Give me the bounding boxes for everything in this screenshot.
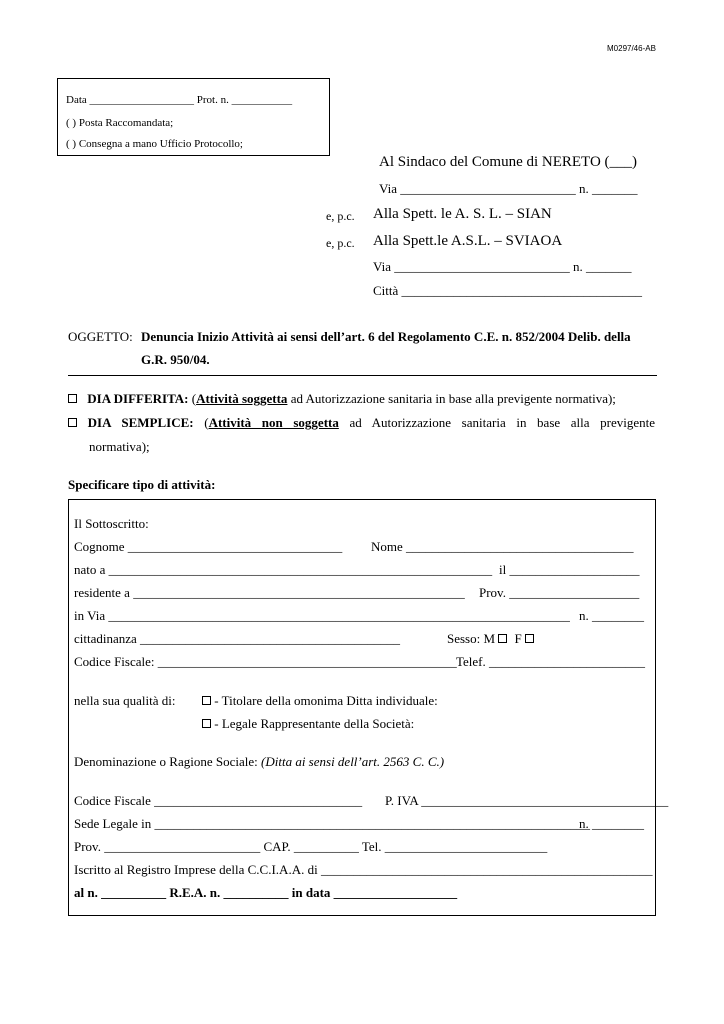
company-name-field[interactable]: Denominazione o Ragione Sociale: (Ditta ai sensi dell’art. 2563 C. C.) xyxy=(74,754,445,769)
sex-f-checkbox[interactable] xyxy=(525,634,534,643)
undersigned-heading: Il Sottoscritto: xyxy=(74,516,149,531)
hand-delivery-option[interactable]: ( ) Consegna a mano Ufficio Protocollo; xyxy=(66,138,243,150)
subject-text-cont: G.R. 950/04. xyxy=(141,352,210,367)
dia-differita-checkbox[interactable] xyxy=(68,394,77,403)
phone-field[interactable]: Telef. ________________________ xyxy=(456,654,646,669)
birthplace-field[interactable]: nato a ___________________________________________________________ xyxy=(74,562,493,577)
subject-text: Denuncia Inizio Attività ai sensi dell’art. 6 del Regolamento C.E. n. 852/2004 Delib. della xyxy=(141,329,631,344)
quality-option-representative[interactable]: - Legale Rappresentante della Società: xyxy=(202,716,414,732)
mayor-address-line[interactable]: Via ___________________________ n. _______ xyxy=(379,181,638,196)
tax-code-field[interactable]: Codice Fiscale: ______________________________________________ xyxy=(74,654,457,669)
company-tax-code-field[interactable]: Codice Fiscale ________________________________ xyxy=(74,793,363,808)
vat-field[interactable]: P. IVA ______________________________________ xyxy=(385,793,669,808)
legal-seat-number-field[interactable]: n. ________ xyxy=(579,816,644,831)
asl-city-line[interactable]: Città _____________________________________ xyxy=(373,283,643,298)
asl-sian-addressee: Alla Spett. le A. S. L. – SIAN xyxy=(373,206,552,222)
activity-type-prompt: Specificare tipo di attività: xyxy=(68,477,216,492)
birthdate-field[interactable]: il ____________________ xyxy=(499,562,640,577)
sex-f-label: F xyxy=(514,631,522,646)
epc-label: e, p.c. xyxy=(326,236,355,250)
divider xyxy=(68,375,657,376)
quality-label: nella sua qualità di: xyxy=(74,693,176,708)
asl-address-line[interactable]: Via ___________________________ n. _______ xyxy=(373,259,632,274)
protocol-box xyxy=(57,78,330,156)
registered-mail-option[interactable]: ( ) Posta Raccomandata; xyxy=(66,117,174,129)
surname-field[interactable]: Cognome _________________________________ xyxy=(74,539,343,554)
street-number-field[interactable]: n. ________ xyxy=(579,608,644,623)
name-field[interactable]: Nome ___________________________________ xyxy=(371,539,634,554)
sex-m-checkbox[interactable] xyxy=(498,634,507,643)
asl-sviaoa-addressee: Alla Spett.le A.S.L. – SVIAOA xyxy=(373,233,563,249)
owner-checkbox[interactable] xyxy=(202,696,211,705)
residence-field[interactable]: residente a ___________________________________________________ xyxy=(74,585,465,600)
province-cap-tel-field[interactable]: Prov. ________________________ CAP. __________ Tel. _________________________ xyxy=(74,839,548,854)
citizenship-field[interactable]: cittadinanza ________________________________________ xyxy=(74,631,401,646)
company-name-note: (Ditta ai sensi dell’art. 2563 C. C.) xyxy=(261,754,445,769)
protocol-date-line[interactable]: Data ___________________ Prot. n. ___________ xyxy=(66,94,293,106)
dia-semplice-checkbox[interactable] xyxy=(68,418,77,427)
sex-label: Sesso: M xyxy=(447,631,496,646)
dia-semplice-option-cont: normativa); xyxy=(89,439,150,454)
mayor-addressee: Al Sindaco del Comune di NERETO (___) xyxy=(379,154,638,170)
dia-differita-option[interactable]: DIA DIFFERITA: (Attività soggetta ad Autorizzazione sanitaria in base alla previgente normativa); xyxy=(68,391,616,407)
residence-province-field[interactable]: Prov. ____________________ xyxy=(479,585,640,600)
street-field[interactable]: in Via _______________________________________________________________________ xyxy=(74,608,570,623)
registration-field[interactable]: al n. __________ R.E.A. n. __________ in data ___________________ xyxy=(74,885,458,900)
legal-seat-field[interactable]: Sede Legale in ___________________________________________________________________ xyxy=(74,816,590,831)
sex-selector xyxy=(447,631,534,647)
document-code: M0297/46-AB xyxy=(607,44,656,53)
epc-label: e, p.c. xyxy=(326,209,355,223)
declarant-form xyxy=(68,499,669,916)
chamber-register-field[interactable]: Iscritto al Registro Imprese della C.C.I.A.A. di ___________________________________________________ xyxy=(74,862,653,877)
representative-checkbox[interactable] xyxy=(202,719,211,728)
quality-option-owner[interactable]: - Titolare della omonima Ditta individuale: xyxy=(202,693,438,709)
subject-label: OGGETTO: xyxy=(68,329,133,344)
dia-semplice-option[interactable]: DIA SEMPLICE: (Attività non soggetta ad Autorizzazione sanitaria in base alla previgente xyxy=(68,415,655,431)
